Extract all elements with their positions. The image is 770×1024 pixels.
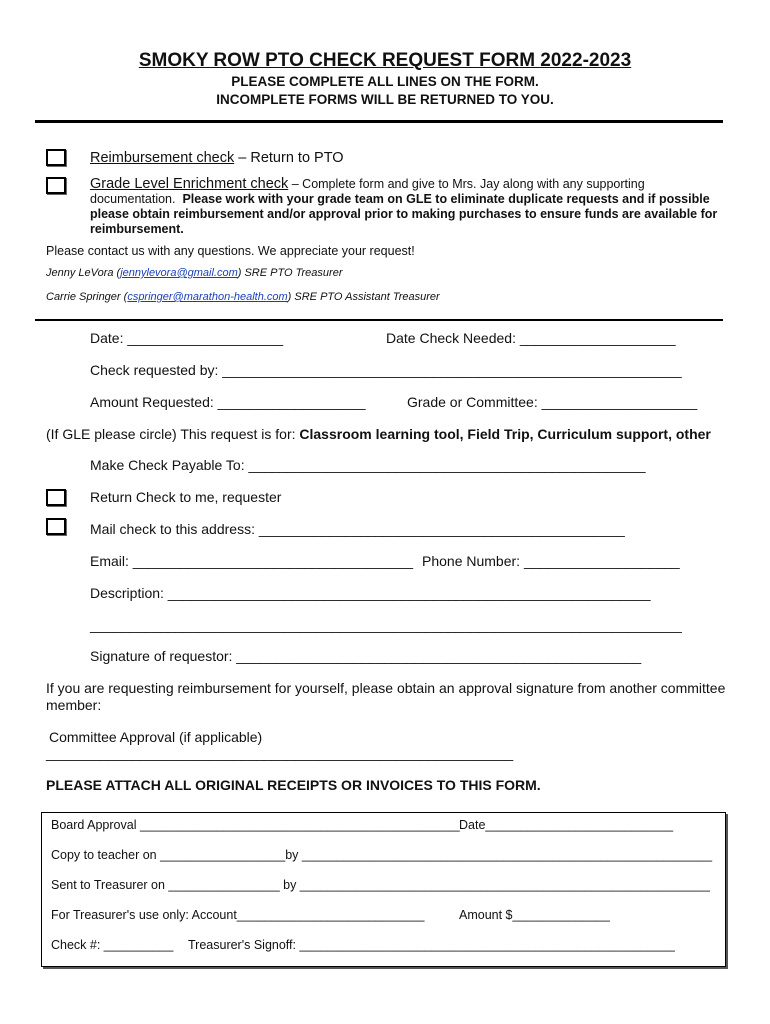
gle-documentation: documentation. bbox=[90, 192, 176, 206]
date-needed-field[interactable]: Date Check Needed: ____________________ bbox=[386, 330, 676, 346]
assistant-treasurer-name: Carrie Springer ( bbox=[46, 291, 128, 303]
phone-field[interactable]: Phone Number: ____________________ bbox=[422, 553, 680, 569]
contact-intro: Please contact us with any questions. We appreciate your request! bbox=[46, 244, 415, 258]
requested-by-field[interactable]: Check requested by: ___________________________________________________________ bbox=[90, 362, 682, 378]
contact-divider bbox=[35, 319, 723, 321]
sent-to-treasurer-field[interactable]: Sent to Treasurer on ________________ by ___________________________________________________________ bbox=[51, 878, 710, 892]
gle-bold-instructions: Please work with your grade team on GLE to eliminate duplicate requests and if possible please obtain reimbursement and/or approval prior to making purchases to ensure funds are available for reimbursement. bbox=[90, 192, 718, 236]
amount-requested-field[interactable]: Amount Requested: ___________________ bbox=[90, 394, 366, 410]
gle-tail: – Complete form and give to Mrs. Jay along with any supporting bbox=[288, 177, 645, 191]
contact-assistant-treasurer bbox=[46, 291, 440, 303]
subtitle-complete-all-lines: PLEASE COMPLETE ALL LINES ON THE FORM. bbox=[231, 74, 539, 89]
approval-note: If you are requesting reimbursement for yourself, please obtain an approval signature from another committee member: bbox=[46, 680, 726, 713]
description-line-2[interactable]: ____________________________________________________________________________ bbox=[90, 617, 682, 633]
email-field[interactable]: Email: ____________________________________ bbox=[90, 553, 414, 569]
return-check-checkbox[interactable] bbox=[46, 489, 66, 506]
header-divider bbox=[35, 120, 723, 123]
gle-circle-line bbox=[46, 426, 711, 442]
gle-label: Grade Level Enrichment check bbox=[90, 176, 289, 192]
treasurer-name: Jenny LeVora ( bbox=[46, 267, 121, 279]
assistant-treasurer-email-link[interactable]: cspringer@marathon-health.com bbox=[127, 291, 288, 303]
gle-instructions bbox=[90, 192, 730, 237]
reimbursement-tail: – Return to PTO bbox=[234, 150, 344, 166]
contact-treasurer bbox=[46, 267, 342, 279]
committee-approval-line[interactable]: ____________________________________________________________ bbox=[46, 745, 514, 761]
mail-address-field[interactable]: Mail check to this address: _______________________________________________ bbox=[90, 521, 625, 537]
form-title: SMOKY ROW PTO CHECK REQUEST FORM 2022-2023 bbox=[138, 50, 632, 71]
treasurer-email-link[interactable]: jennylevora@gmail.com bbox=[120, 267, 238, 279]
treasurer-role: ) SRE PTO Treasurer bbox=[237, 267, 343, 279]
committee-approval-label: Committee Approval (if applicable) bbox=[49, 729, 263, 745]
mail-check-checkbox[interactable] bbox=[46, 518, 66, 535]
signature-field[interactable]: Signature of requestor: ____________________________________________________ bbox=[90, 648, 642, 664]
gle-option bbox=[90, 175, 645, 193]
board-approval-date-field[interactable]: Date___________________________ bbox=[459, 818, 674, 832]
treasurer-account-field[interactable]: For Treasurer's use only: Account___________________________ bbox=[51, 908, 425, 922]
return-check-label: Return Check to me, requester bbox=[90, 489, 282, 505]
reimbursement-label: Reimbursement check bbox=[90, 150, 235, 166]
payable-to-field[interactable]: Make Check Payable To: ___________________________________________________ bbox=[90, 457, 646, 473]
check-number-field[interactable]: Check #: __________ bbox=[51, 938, 174, 952]
treasurer-amount-field[interactable]: Amount $______________ bbox=[459, 908, 610, 922]
gle-circle-prefix: (If GLE please circle) This request is for: bbox=[46, 426, 300, 442]
description-field[interactable]: Description: ______________________________________________________________ bbox=[90, 585, 651, 601]
reimbursement-checkbox[interactable] bbox=[46, 149, 66, 166]
assistant-treasurer-role: ) SRE PTO Assistant Treasurer bbox=[287, 291, 440, 303]
gle-checkbox[interactable] bbox=[46, 177, 66, 194]
date-field[interactable]: Date: ____________________ bbox=[90, 330, 284, 346]
grade-committee-field[interactable]: Grade or Committee: ____________________ bbox=[407, 394, 698, 410]
board-approval-field[interactable]: Board Approval ______________________________________________ bbox=[51, 818, 460, 832]
reimbursement-option bbox=[90, 150, 344, 166]
gle-circle-options[interactable]: Classroom learning tool, Field Trip, Curriculum support, other bbox=[299, 426, 711, 442]
copy-to-teacher-field[interactable]: Copy to teacher on __________________by ___________________________________________________________ bbox=[51, 848, 713, 862]
treasurer-signoff-field[interactable]: Treasurer's Signoff: ______________________________________________________ bbox=[188, 938, 675, 952]
attach-receipts-notice: PLEASE ATTACH ALL ORIGINAL RECEIPTS OR INVOICES TO THIS FORM. bbox=[46, 777, 541, 793]
subtitle-incomplete-returned: INCOMPLETE FORMS WILL BE RETURNED TO YOU. bbox=[216, 92, 554, 107]
